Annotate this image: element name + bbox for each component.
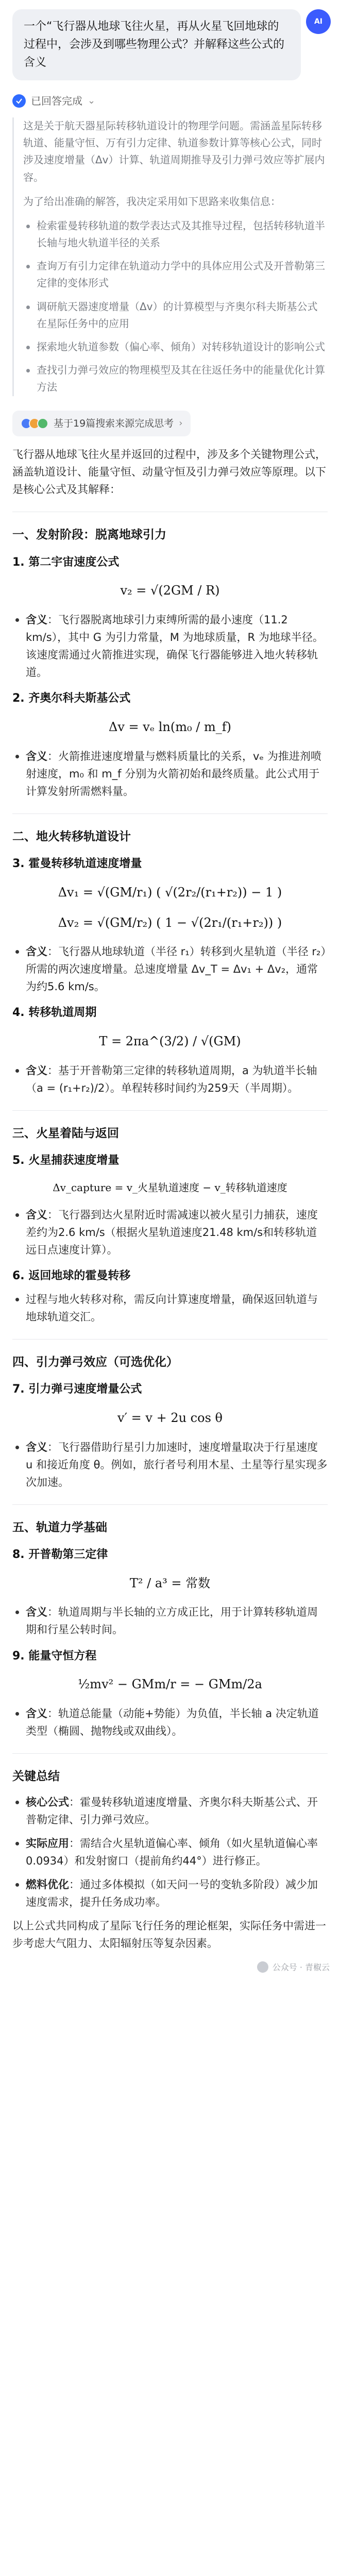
formula-tsiolkovsky: Δv = vₑ ln(m₀ / m_f): [109, 719, 231, 734]
formula-explanation-list: [12, 1438, 328, 1491]
formula-hohmann-dv1: Δv₁ = √(GM/r₁) ( √(2r₂/(r₁+r₂)) − 1 ): [58, 885, 282, 900]
user-message-row: [0, 0, 340, 86]
formula-hohmann-dv2: Δv₂ = √(GM/r₂) ( 1 − √(2r₁/(r₁+r₂)) ): [58, 915, 282, 930]
formula-explanation-list: [12, 1206, 328, 1259]
formula-title: 2. 齐奥尔科夫斯基公式: [12, 692, 131, 705]
check-icon: [12, 94, 26, 108]
list-item: 过程与地火转移对称，需反向计算速度增量，确保返回轨道与地球轨道交汇。: [12, 1291, 328, 1326]
formula-explanation: [12, 748, 328, 800]
user-avatar: AI: [306, 9, 331, 34]
thinking-plan: 为了给出准确的解答，我决定采用如下思路来收集信息：: [23, 195, 281, 208]
formula-kepler-third-law: T² / a³ = 常数: [129, 1575, 211, 1590]
thinking-plan-item: 查询万有引力定律在轨道动力学中的具体应用公式及开普勒第三定律的变体形式: [23, 258, 328, 292]
wechat-icon: [257, 1961, 268, 1973]
thinking-panel: [12, 117, 328, 396]
meaning-text: ：飞行器脱离地球引力束缚所需的最小速度（11.2 km/s），其中 G 为引力常量，M 为地球质量，R 为地球半径。该速度需通过火箭推进实现，确保飞行器能够进入地火转移轨道。: [26, 614, 324, 679]
thinking-intro: 这是关于航天器星际转移轨道设计的物理学问题。需涵盖星际转移轨道、能量守恒、万有引力定律、轨道参数计算等核心公式，同时涉及速度增量（Δv）计算、轨道周期推导及引力弹弓效应等扩展内容。: [23, 119, 325, 183]
summary-item: [12, 1876, 328, 1911]
divider: [12, 1339, 328, 1340]
formula-mars-capture: Δv_capture = v_火星轨道速度 − v_转移轨道速度: [53, 1181, 287, 1194]
answer-intro: 飞行器从地球飞往火星并返回的过程中，涉及多个关键物理公式，涵盖轨道设计、能量守恒、动量守恒及引力弹弓效应等原理。以下是核心公式及其解释：: [12, 448, 326, 496]
meaning-text: ：飞行器从地球轨道（半径 r₁）转移到火星轨道（半径 r₂）所需的两次速度增量。总速度增量 Δv_T = Δv₁ + Δv₂，通常为约5.6 km/s。: [26, 945, 326, 993]
section-title: 四、引力弹弓效应（可选优化）: [12, 1355, 178, 1369]
summary-text: ：霍曼转移轨道速度增量、齐奥尔科夫斯基公式、开普勒定律、引力弹弓效应。: [26, 1796, 318, 1826]
section-title: 二、地火转移轨道设计: [12, 829, 131, 843]
thinking-status-toggle[interactable]: [0, 86, 340, 112]
divider: [12, 1110, 328, 1111]
chevron-down-icon: ⌄: [88, 95, 96, 107]
answer-body: [0, 446, 340, 1952]
divider: [12, 1753, 328, 1754]
formula-title: 1. 第二宇宙速度公式: [12, 555, 120, 569]
formula-title: 9. 能量守恒方程: [12, 1649, 97, 1663]
section-title: 三、火星着陆与返回: [12, 1126, 119, 1140]
section-title: 一、发射阶段：脱离地球引力: [12, 528, 166, 542]
formula-second-cosmic-velocity: v₂ = √(2GM / R): [120, 583, 220, 598]
meaning-text: ：飞行器到达火星附近时需减速以被火星引力捕获，速度差约为2.6 km/s（根据火星轨道速度21.48 km/s和转移轨道远日点速度计算）。: [26, 1209, 318, 1257]
meaning-label: 含义: [26, 1064, 47, 1077]
meaning-label: 含义: [26, 1606, 47, 1619]
watermark: [257, 1961, 330, 1974]
formula-title: 8. 开普勒第三定律: [12, 1548, 108, 1561]
meaning-text: ：轨道周期与半长轴的立方成正比，用于计算转移轨道周期和行星公转时间。: [26, 1606, 318, 1636]
meaning-text: ：轨道总能量（动能+势能）为负值，半长轴 a 决定轨道类型（椭圆、抛物线或双曲线）。: [26, 1707, 319, 1738]
thinking-plan-list: [23, 217, 328, 396]
formula-explanation: [12, 611, 328, 681]
meaning-label: 含义: [26, 614, 47, 626]
formula-explanation: [12, 1603, 328, 1638]
formula-explanation-list: [12, 943, 328, 995]
summary-label: 核心公式: [26, 1796, 69, 1809]
meaning-text: ：基于开普勒第三定律的转移轨道周期，a 为轨道半长轴（a = (r₁+r₂)/2）。单程转移时间约为259天（半周期）。: [26, 1064, 317, 1094]
meaning-text: ：飞行器借助行星引力加速时，速度增量取决于行星速度 u 和接近角度 θ。例如，旅行者号利用木星、土星等行星实现多次加速。: [26, 1440, 328, 1488]
formula-explanation: [12, 1062, 328, 1097]
formula-explanation-list: [12, 1062, 328, 1097]
watermark-label: 公众号 · 青椒云: [272, 1962, 330, 1972]
closing-paragraph: 以上公式共同构成了星际飞行任务的理论框架，实际任务中需进一步考虑大气阻力、太阳辐射压等复杂因素。: [12, 1920, 326, 1950]
meaning-label: 含义: [26, 1440, 47, 1453]
thinking-plan-item: 检索霍曼转移轨道的数学表达式及其推导过程，包括转移轨道半长轴与地火轨道半径的关系: [23, 217, 328, 251]
formula-explanation-list: [12, 611, 328, 681]
thinking-status-label: 已回答完成: [31, 94, 82, 107]
formula-title: 6. 返回地球的霍曼转移: [12, 1269, 131, 1283]
meaning-label: 含义: [26, 945, 47, 958]
formula-explanation: [12, 1438, 328, 1491]
section-title: 五、轨道力学基础: [12, 1520, 107, 1534]
sources-button[interactable]: [12, 411, 191, 437]
formula-explanation-list: [12, 1705, 328, 1740]
formula-transfer-period: T = 2πa^(3/2) / √(GM): [99, 1034, 241, 1049]
formula-title: 4. 转移轨道周期: [12, 1006, 97, 1020]
summary-label: 燃料优化: [26, 1878, 69, 1891]
summary-label: 实际应用: [26, 1837, 69, 1850]
chevron-right-icon: ›: [179, 418, 183, 429]
summary-item: [12, 1835, 328, 1870]
formula-title: 3. 霍曼转移轨道速度增量: [12, 857, 142, 870]
source-favicons-icon: [21, 418, 48, 429]
summary-text: ：通过多体模拟（如天问一号的变轨多阶段）减少加速度需求，提升任务成功率。: [26, 1878, 318, 1909]
formula-gravity-assist: v′ = v + 2u cos θ: [117, 1410, 223, 1425]
thinking-plan-item: 探索地火轨道参数（偏心率、倾角）对转移轨道设计的影响公式: [23, 338, 328, 355]
summary-text: ：需结合火星轨道偏心率、倾角（如火星轨道偏心率0.0934）和发射窗口（提前角约44°）进行修正。: [26, 1837, 318, 1868]
formula-title: 5. 火星捕获速度增量: [12, 1154, 120, 1167]
thinking-plan-item: 查找引力弹弓效应的物理模型及其在往返任务中的能量优化计算方法: [23, 362, 328, 396]
user-question-bubble: 一个“飞行器从地球飞往火星，再从火星飞回地球的过程中，会涉及到哪些物理公式？并解释这些公式的含义: [12, 9, 301, 80]
summary-list: [12, 1793, 328, 1911]
formula-explanation: [12, 1705, 328, 1740]
meaning-label: 含义: [26, 750, 47, 762]
meaning-label: 含义: [26, 1209, 47, 1222]
formula-explanation-list: [12, 1603, 328, 1638]
formula-explanation: [12, 943, 328, 995]
thinking-plan-item: 调研航天器速度增量（Δv）的计算模型与齐奥尔科夫斯基公式在星际任务中的应用: [23, 298, 328, 332]
meaning-text: ：火箭推进速度增量与燃料质量比的关系，vₑ 为推进剂喷射速度，m₀ 和 m_f 分别为火箭初始和最终质量。此公式用于计算发射所需燃料量。: [26, 750, 321, 798]
formula-explanation: [12, 1206, 328, 1259]
meaning-label: 含义: [26, 1707, 47, 1720]
formula-title: 7. 引力弹弓速度增量公式: [12, 1383, 142, 1396]
formula-explanation-list: [12, 748, 328, 800]
summary-item: [12, 1793, 328, 1828]
formula-energy-conservation: ½mv² − GMm/r = − GMm/2a: [78, 1677, 262, 1692]
divider: [12, 1504, 328, 1505]
return-transfer-list: [12, 1291, 328, 1326]
section-title: 关键总结: [12, 1770, 60, 1784]
sources-label: 基于19篇搜索来源完成思考: [54, 417, 174, 429]
